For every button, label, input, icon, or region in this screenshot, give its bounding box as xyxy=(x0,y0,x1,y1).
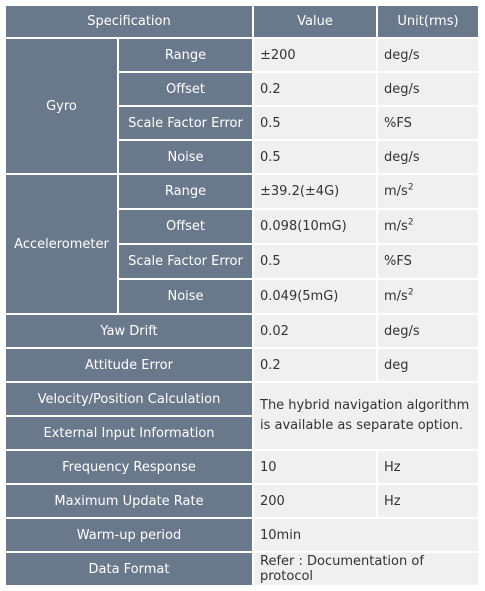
yaw-drift-label: Yaw Drift xyxy=(6,315,252,347)
gyro-scale-factor-unit: %FS xyxy=(378,107,478,139)
external-input-label: External Input Information xyxy=(6,417,252,449)
header-unit: Unit(rms) xyxy=(378,6,478,37)
accel-noise-unit-base: m/s xyxy=(384,289,408,304)
accel-offset-unit-base: m/s xyxy=(384,219,408,234)
gyro-offset-value: 0.2 xyxy=(254,73,376,105)
yaw-drift-value: 0.02 xyxy=(254,315,376,347)
accel-noise-value: 0.049(5mG) xyxy=(254,280,376,313)
gyro-noise-label: Noise xyxy=(119,141,252,173)
attitude-error-label: Attitude Error xyxy=(6,349,252,381)
gyro-noise-value: 0.5 xyxy=(254,141,376,173)
gyro-range-label: Range xyxy=(119,39,252,71)
accelerometer-group-label: Accelerometer xyxy=(6,175,117,313)
gyro-scale-factor-label: Scale Factor Error xyxy=(119,107,252,139)
specification-table xyxy=(4,4,480,587)
accel-offset-label: Offset xyxy=(119,210,252,243)
gyro-range-unit: deg/s xyxy=(378,39,478,71)
data-format-row xyxy=(6,553,478,585)
accel-scale-factor-unit: %FS xyxy=(378,245,478,278)
attitude-error-unit: deg xyxy=(378,349,478,381)
accel-noise-unit xyxy=(378,280,478,313)
gyro-offset-unit: deg/s xyxy=(378,73,478,105)
accel-noise-unit-exponent: 2 xyxy=(407,287,414,298)
velocity-position-label: Velocity/Position Calculation xyxy=(6,383,252,415)
gyro-scale-factor-value: 0.5 xyxy=(254,107,376,139)
velocity-position-row xyxy=(6,383,478,415)
accel-scale-factor-label: Scale Factor Error xyxy=(119,245,252,278)
max-update-rate-row xyxy=(6,485,478,517)
accel-range-value: ±39.2(±4G) xyxy=(254,175,376,208)
accel-range-label: Range xyxy=(119,175,252,208)
accel-offset-value: 0.098(10mG) xyxy=(254,210,376,243)
max-update-rate-value: 200 xyxy=(254,485,376,517)
header-value: Value xyxy=(254,6,376,37)
warmup-label: Warm-up period xyxy=(6,519,252,551)
accel-offset-unit xyxy=(378,210,478,243)
warmup-value: 10min xyxy=(254,519,478,551)
gyro-range-value: ±200 xyxy=(254,39,376,71)
data-format-value: Refer : Documentation of protocol xyxy=(254,553,478,585)
hybrid-note-line2: is available as separate option. xyxy=(260,418,463,433)
attitude-error-row xyxy=(6,349,478,381)
max-update-rate-unit: Hz xyxy=(378,485,478,517)
accel-range-unit-base: m/s xyxy=(384,184,408,199)
accel-offset-unit-exponent: 2 xyxy=(407,217,414,228)
gyro-group-label: Gyro xyxy=(6,39,117,173)
accel-range-unit xyxy=(378,175,478,208)
accel-noise-label: Noise xyxy=(119,280,252,313)
header-specification: Specification xyxy=(6,6,252,37)
gyro-offset-label: Offset xyxy=(119,73,252,105)
gyro-noise-unit: deg/s xyxy=(378,141,478,173)
accel-range-unit-exponent: 2 xyxy=(407,182,414,193)
frequency-response-label: Frequency Response xyxy=(6,451,252,483)
hybrid-note-line1: The hybrid navigation algorithm xyxy=(260,398,470,413)
yaw-drift-unit: deg/s xyxy=(378,315,478,347)
gyro-range-row xyxy=(6,39,478,71)
max-update-rate-label: Maximum Update Rate xyxy=(6,485,252,517)
hybrid-note xyxy=(254,383,478,449)
frequency-response-row xyxy=(6,451,478,483)
accel-scale-factor-value: 0.5 xyxy=(254,245,376,278)
data-format-label: Data Format xyxy=(6,553,252,585)
attitude-error-value: 0.2 xyxy=(254,349,376,381)
frequency-response-value: 10 xyxy=(254,451,376,483)
accel-range-row xyxy=(6,175,478,208)
yaw-drift-row xyxy=(6,315,478,347)
frequency-response-unit: Hz xyxy=(378,451,478,483)
header-row xyxy=(6,6,478,37)
warmup-row xyxy=(6,519,478,551)
